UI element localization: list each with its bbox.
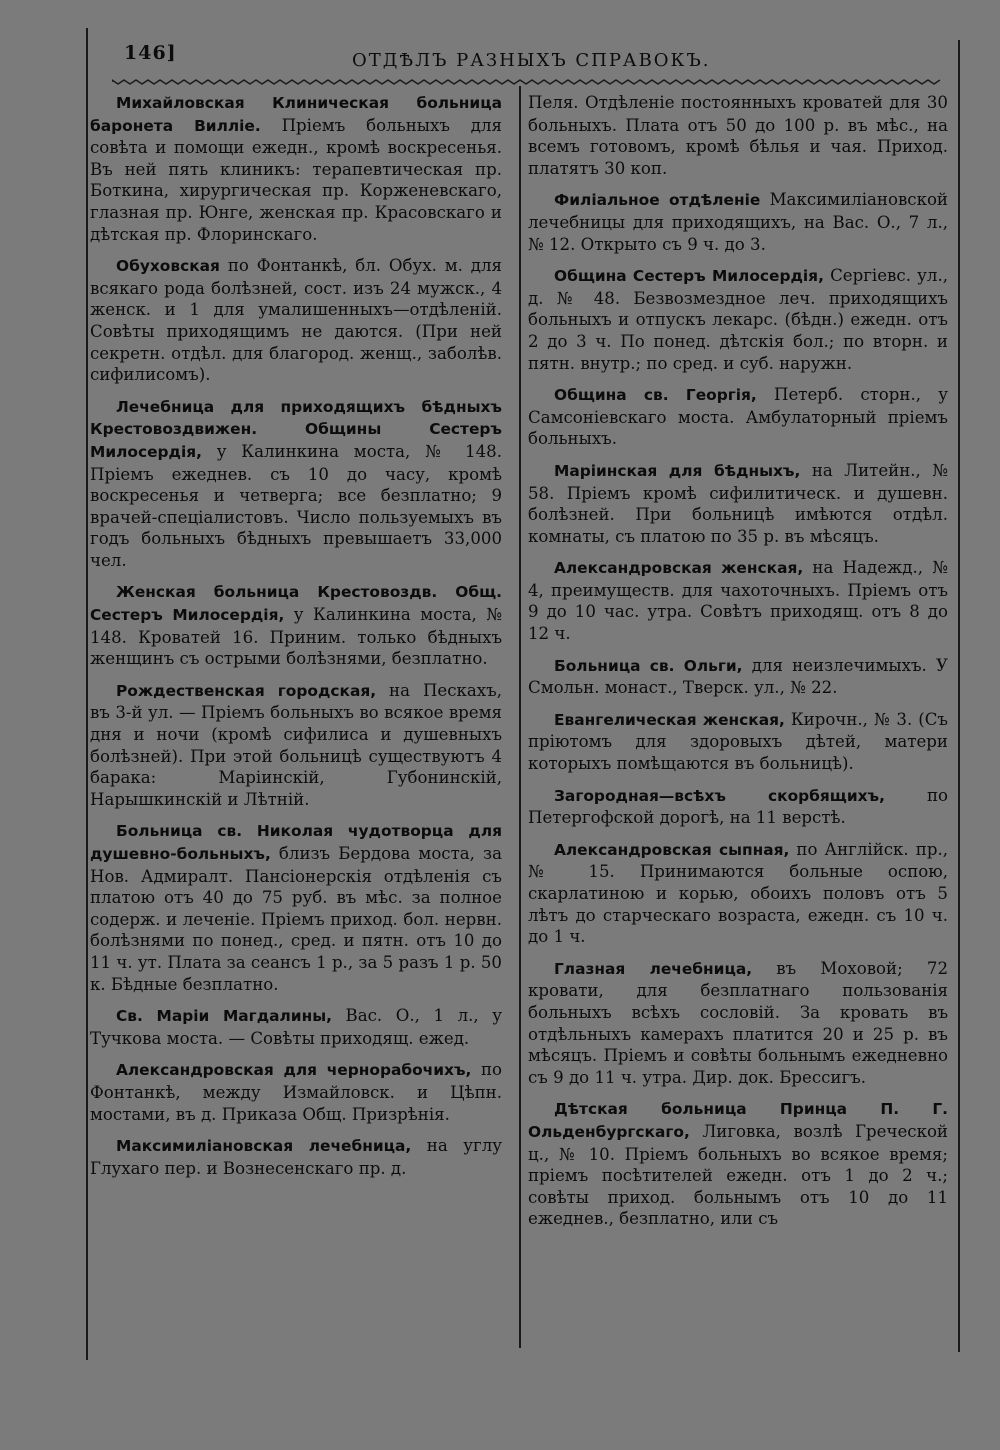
entry-name: Больница св. Ольги, [554,656,743,675]
entry [528,265,948,374]
entry [528,1098,948,1230]
entry-text: на Литейн., № 58. Пріемъ кромѣ сифилитическ. и душевн. болѣзней. При больницѣ имѣются отдѣл. комнаты, съ платою по 35 р. въ мѣсяцъ. [528,460,948,546]
page-frame-right-rule [958,40,960,1352]
running-title: ОТДѢЛЪ РАЗНЫХЪ СПРАВОКЪ. [352,50,711,71]
entry [528,557,948,644]
entry-name: Женская больница Крестовоздв. Общ. Сестеръ Милосердія, [90,583,502,625]
entry-text: Петерб. сторн., у Самсоніевскаго моста. Амбулаторный пріемъ больныхъ. [528,385,948,449]
entry-text: въ Моховой; 72 кровати, для безплатнаго пользованія больныхъ всѣхъ сословій. За кровать въ отдѣльныхъ камерахъ платится 20 и 25 р. въ мѣсяцъ. Пріемъ и совѣты больнымъ ежедневно съ 9 до 11 ч. утра. Дир. док. Бреccигъ. [528,958,949,1087]
entry-name: Евангелическая женская, [554,710,785,729]
right-column [528,92,948,1240]
entry [90,581,502,669]
entry-text: Пріемъ больныхъ для совѣта и помощи ежедн., кромѣ воскресенья. Въ ней пять клиникъ: терапевтическая пр. Боткина, хирургическая пр. Корженевскаго, глазная пр. Юнге, женская пр. Красовскаго и дѣтская пр. Флоринскаго. [90,115,502,244]
entry-name: Община св. Георгія, [554,386,757,405]
entry-name: Михайловская Клиническая больница баронета Вилліе. [90,94,502,135]
entry-name: Александровская сыпная, [554,840,790,859]
entry-name: Глазная лечебница, [554,959,753,978]
entry-name: Обуховская [116,257,220,276]
entry [528,655,948,699]
entry-text: Сергіевс. ул., д. № 48. Безвозмездное леч. приходящихъ больныхъ и отпускъ лекарс. (бѣдн.) ежедн. отъ 2 до 3 ч. По понед. дѣтскія бол.; по вторн. и пятн. внутр.; по сред. и суб. наружн. [528,266,948,373]
entry-text: для неизлечимыхъ. У Смольн. монаст., Тверск. ул., № 22. [528,655,948,698]
entry-name: Дѣтская больница Принца П. Г. Ольденбургскаго, [528,1100,948,1141]
entry-name: Лечебница для приходящихъ бѣдныхъ Крестовоздвижен. Общины Сестеръ Милосердія, [90,397,502,461]
entry-name: Максимиліановская лечебница, [116,1137,412,1156]
entry [90,1059,502,1125]
entry-text: Вас. О., 1 л., у Тучкова моста. — Совѣты приходящ. ежед. [90,1006,503,1048]
entry [528,785,948,829]
entry-text: Пеля. Отдѣленіе постоянныхъ кроватей для 30 больныхъ. Плата отъ 50 до 100 р. въ мѣс., на всемъ готовомъ, кромѣ бѣлья и чая. Приход. платятъ 30 коп. [528,93,948,178]
entry-text: по Фонтанкѣ, между Измайловск. и Цѣпн. мостами, въ д. Приказа Общ. Призрѣнія. [90,1060,503,1124]
entry-name: Александровская женская, [554,559,804,578]
entry [528,958,948,1089]
entry-text: Максимиліановской лечебницы для приходящихъ, на Вас. О., 7 л., № 12. Открыто съ 9 ч. до 3. [528,190,948,254]
entry [528,189,948,255]
entry-name: Маріинская для бѣдныхъ, [554,461,801,480]
page-frame-left-rule [86,28,88,1360]
entry [528,709,948,775]
entry [90,1005,502,1049]
left-column [90,92,502,1189]
entry [528,839,948,948]
entry-continuation [528,92,948,179]
entry-text: на углу Глухаго пер. и Вознесенскаго пр. д. [90,1136,503,1178]
entry [90,680,502,811]
entry [90,255,502,386]
page-number: 146] [124,42,177,64]
entry-name: Св. Маріи Магдалины, [116,1007,332,1026]
entry-text: Лиговка, возлѣ Греческой ц., № 10. Пріемъ больныхъ во всякое время; пріемъ посѣтителей ежедн. отъ 1 до 2 ч.; совѣты приход. больнымъ отъ 10 до 11 ежеднев., безплатно, или съ [528,1121,948,1229]
entry [90,820,502,995]
header-wavy-rule [112,76,942,88]
entry-text: по Фонтанкѣ, бл. Обух. м. для всякаго рода болѣзней, сост. изъ 24 мужск., 4 женск. и 1 для умалишенныхъ—отдѣленій. Совѣты приходящимъ не даются. (При ней секретн. отдѣл. для благород. женщ., заболѣв. сифилисомъ). [90,256,502,385]
entry-name: Община Сестеръ Милосердія, [554,267,824,286]
entry-text: по Петергофской дорогѣ, на 11 верстѣ. [528,785,948,828]
entry [90,1135,502,1179]
entry-name: Рождественская городская, [116,681,377,700]
entry-name: Филіальное отдѣленіе [554,191,761,210]
entry-name: Александровская для чернорабочихъ, [116,1061,472,1080]
entry-text: на Пескахъ, въ 3-й ул. — Пріемъ больныхъ во всякое время дня и ночи (кромѣ сифилиса и душевныхъ болѣзней). При этой больницѣ существуютъ 4 барака: Маріинскій, Губонинскій, Нарышкинскій и Лѣтній. [90,680,502,809]
column-divider [519,86,521,1348]
entry-text: на Надежд., № 4, преимуществ. для чахоточныхъ. Пріемъ отъ 9 до 10 час. утра. Совѣтъ приходящ. отъ 8 до 12 ч. [528,558,948,644]
entry-text: Кирочн., № 3. (Съ пріютомъ для здоровыхъ дѣтей, матери которыхъ помѣщаются въ больницѣ). [528,709,948,774]
entry-text: близъ Бердова моста, за Нов. Адмиралт. Пансіонерскія отдѣленія съ платою отъ 40 до 75 руб. въ мѣс. за полное содерж. и леченіе. Пріемъ приход. бол. нервн. болѣзнями по понед., сред. и пятн. отъ 10 до 11 ч. ут. Плата за сеансъ 1 р., за 5 разъ 1 р. 50 к. Бѣдные безплатно. [90,844,502,994]
entry [528,384,948,450]
entry [90,396,502,572]
entry-text: у Калинкина моста, № 148. Пріемъ ежеднев. съ 10 до часу, кромѣ воскресенья и четверга; все безплатно; 9 врачей-спеціалистовъ. Число пользуемыхъ въ годъ больныхъ бѣдныхъ превышаетъ 33,000 чел. [90,441,502,570]
entry-name: Больница св. Николая чудотворца для душевно-больныхъ, [90,822,502,863]
entry [90,92,502,245]
entry-name: Загородная—всѣхъ скорбящихъ, [554,786,885,805]
entry-text: по Англійск. пр., № 15. Принимаются больные оспою, скарлатиною и корью, обоихъ половъ отъ 5 лѣтъ до старческаго возраста, ежедн. съ 10 ч. до 1 ч. [528,839,948,947]
entry [528,460,948,547]
entry-text: у Калинкина моста, № 148. Кроватей 16. Приним. только бѣдныхъ женщинъ съ острыми болѣзнями, безплатно. [90,605,502,669]
